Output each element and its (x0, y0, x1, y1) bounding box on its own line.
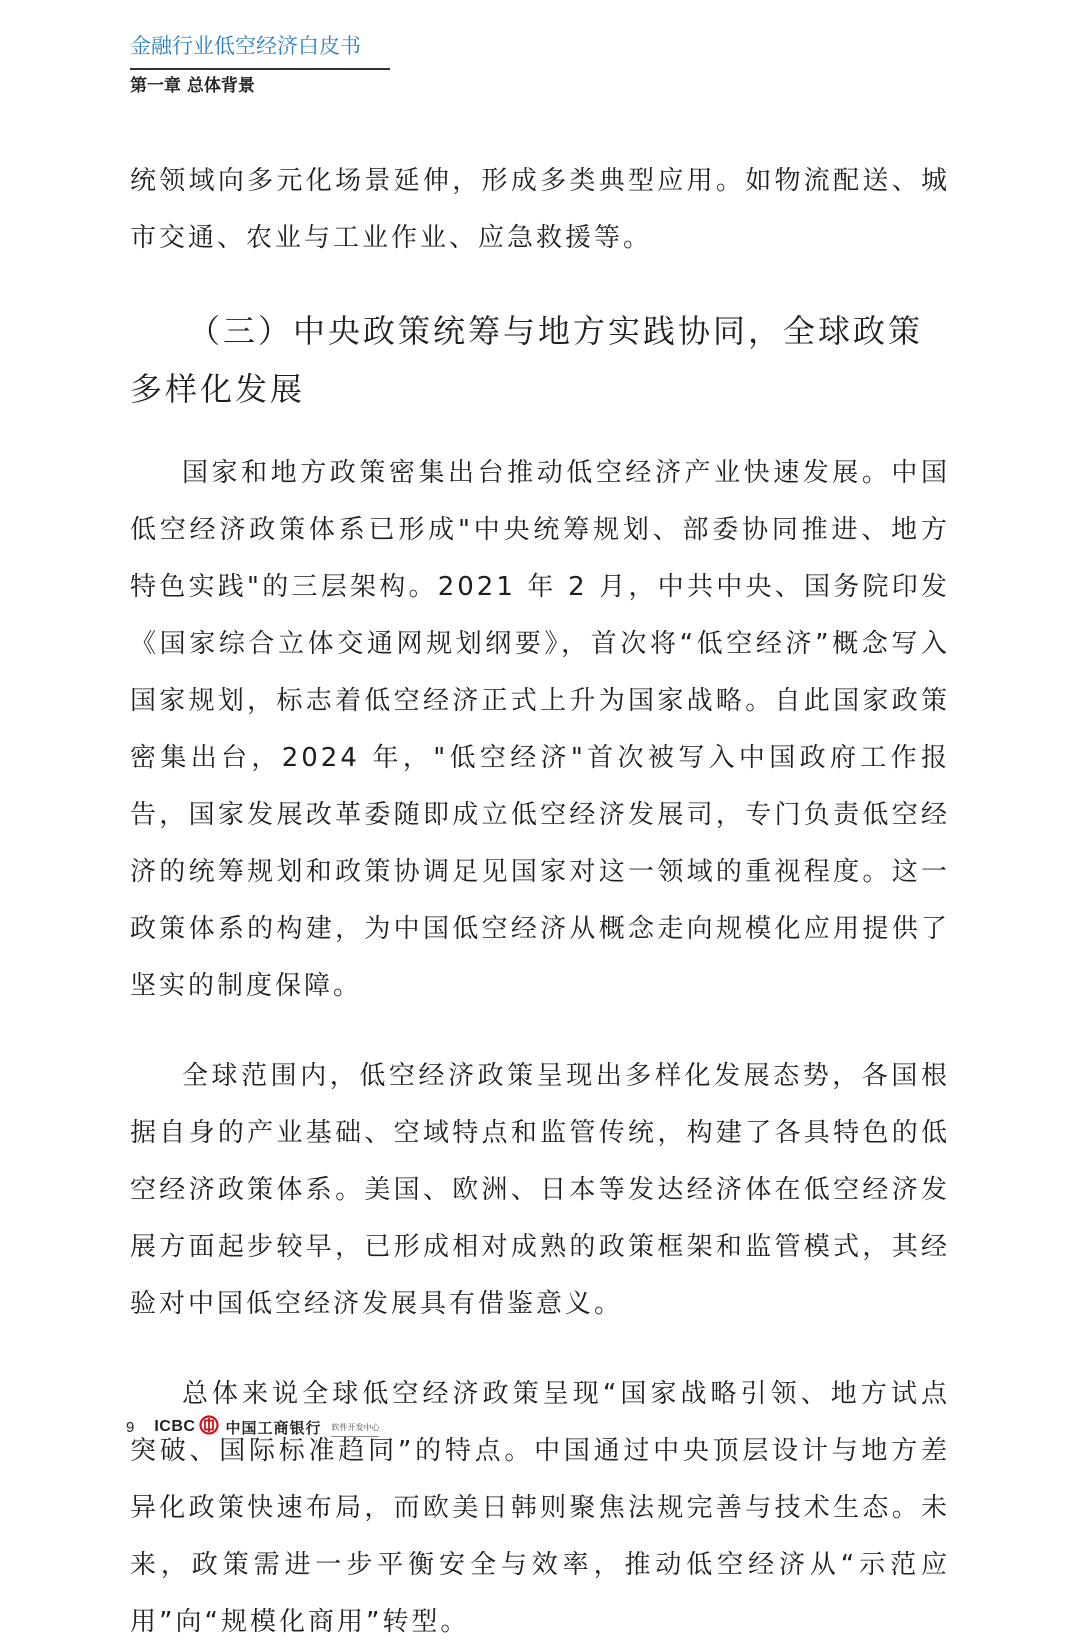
icbc-logo-icon (199, 1415, 219, 1440)
logo-icbc-text: ICBC (154, 1418, 196, 1435)
paragraph-spacer (130, 1015, 950, 1048)
body-paragraph-1: 国家和地方政策密集出台推动低空经济产业快速发展。中国低空经济政策体系已形成"中央统筹规划、部委协同推进、地方特色实践"的三层架构。2021 年 2 月，中共中央、国务院印发《国家综合立体交通网规划纲要》，首次将“低空经济”概念写入国家规划，标志着低空经济正式上升为国家战略。自此国家政策密集出台，2024 年，"低空经济"首次被写入中国政府工作报告，国家发展改革委随即成立低空经济发展司，专门负责低空经济的统筹规划和政策协调足见国家对这一领域的重视程度。这一政策体系的构建，为中国低空经济从概念走向规模化应用提供了坚实的制度保障。 (130, 458, 950, 1001)
header-divider (130, 68, 390, 70)
icbc-logo (154, 1415, 379, 1440)
paragraph-spacer (130, 1333, 950, 1366)
page-header (130, 30, 390, 100)
logo-subtitle: 软件开发中心 (331, 1423, 380, 1432)
logo-subtitle-underline (331, 1417, 379, 1437)
chapter-title: 第一章 总体背景 (130, 76, 255, 96)
document-title: 金融行业低空经济白皮书 (130, 34, 361, 58)
page-number: 9 (126, 1418, 135, 1436)
continued-paragraph: 统领域向多元化场景延伸，形成多类典型应用。如物流配送、城市交通、农业与工业作业、应急救援等。 (130, 166, 950, 253)
body-paragraph-3: 总体来说全球低空经济政策呈现“国家战略引领、地方试点突破、国际标准趋同”的特点。中国通过中央顶层设计与地方差异化政策快速布局，而欧美日韩则聚焦法规完善与技术生态。未来，政策需进一步平衡安全与效率，推动低空经济从“示范应用”向“规模化商用”转型。 (130, 1379, 950, 1637)
section-heading: （三）中央政策统筹与地方实践协同，全球政策多样化发展 (130, 312, 924, 408)
page-footer (126, 1412, 379, 1442)
logo-bank-name: 中国工商银行 (225, 1419, 322, 1437)
body-paragraph-2: 全球范围内，低空经济政策呈现出多样化发展态势，各国根据自身的产业基础、空域特点和监管传统，构建了各具特色的低空经济政策体系。美国、欧洲、日本等发达经济体在低空经济发展方面起步较早，已形成相对成熟的政策框架和监管模式，其经验对中国低空经济发展具有借鉴意义。 (130, 1061, 950, 1319)
